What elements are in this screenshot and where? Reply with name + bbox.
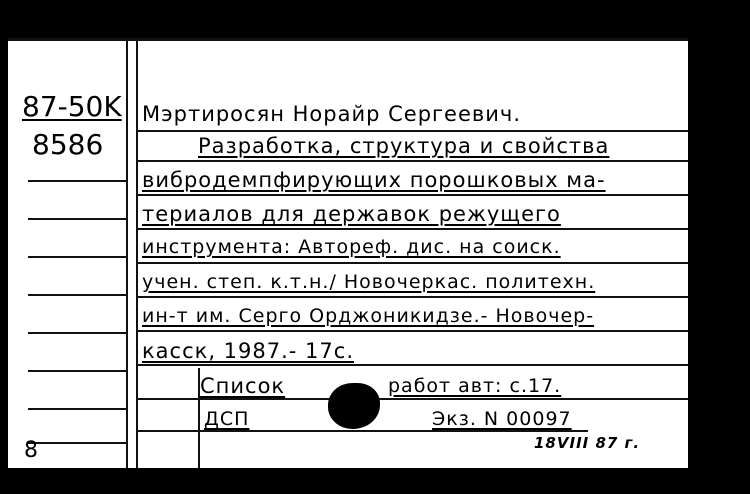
left-rule [28,180,128,182]
ruled-line [138,296,688,298]
list-text: работ авт: с.17. [388,375,562,397]
left-rule [28,442,128,444]
ink-blot [328,383,380,429]
left-rule [28,332,128,334]
ruled-line [138,194,688,196]
title-line-4: инструмента: Автореф. дис. на соиск. [142,236,561,258]
accession-number: 8586 [32,128,104,161]
left-rule [28,294,128,296]
shelfmark: 87-50K [22,90,122,123]
title-line-6: ин-т им. Серго Орджоникидзе.- Новочер- [142,305,595,327]
ruled-line [138,130,688,132]
title-line-1: Разработка, структура и свойства [198,134,610,158]
card-top-edge [8,38,688,41]
ruled-line [138,398,688,400]
left-rule [28,370,128,372]
ruled-line [138,330,688,332]
margin-line [126,38,128,468]
restriction-mark: ДСП [204,408,250,430]
left-rule [28,256,128,258]
title-line-7: касск, 1987.- 17с. [142,339,354,363]
catalog-card [8,38,688,468]
copy-number: Экз. N 00097 [432,408,572,430]
corner-mark: 8 [24,438,39,463]
ruled-line [138,262,688,264]
list-label: Список [200,374,286,398]
title-line-2: вибродемпфирующих порошковых ма- [142,168,606,192]
title-line-5: учен. степ. к.т.н./ Новочеркас. политехн. [142,271,596,293]
ruled-line [138,160,688,162]
left-rule [28,218,128,220]
author-line: Мэртиросян Норайр Сергеевич. [142,102,522,126]
margin-line [136,38,138,468]
ruled-line [138,228,688,230]
title-line-3: териалов для державок режущего [142,202,561,226]
ruled-line [138,430,588,432]
left-rule [28,408,128,410]
ruled-line [138,364,688,366]
date-note: 18VIII 87 г. [534,434,641,452]
